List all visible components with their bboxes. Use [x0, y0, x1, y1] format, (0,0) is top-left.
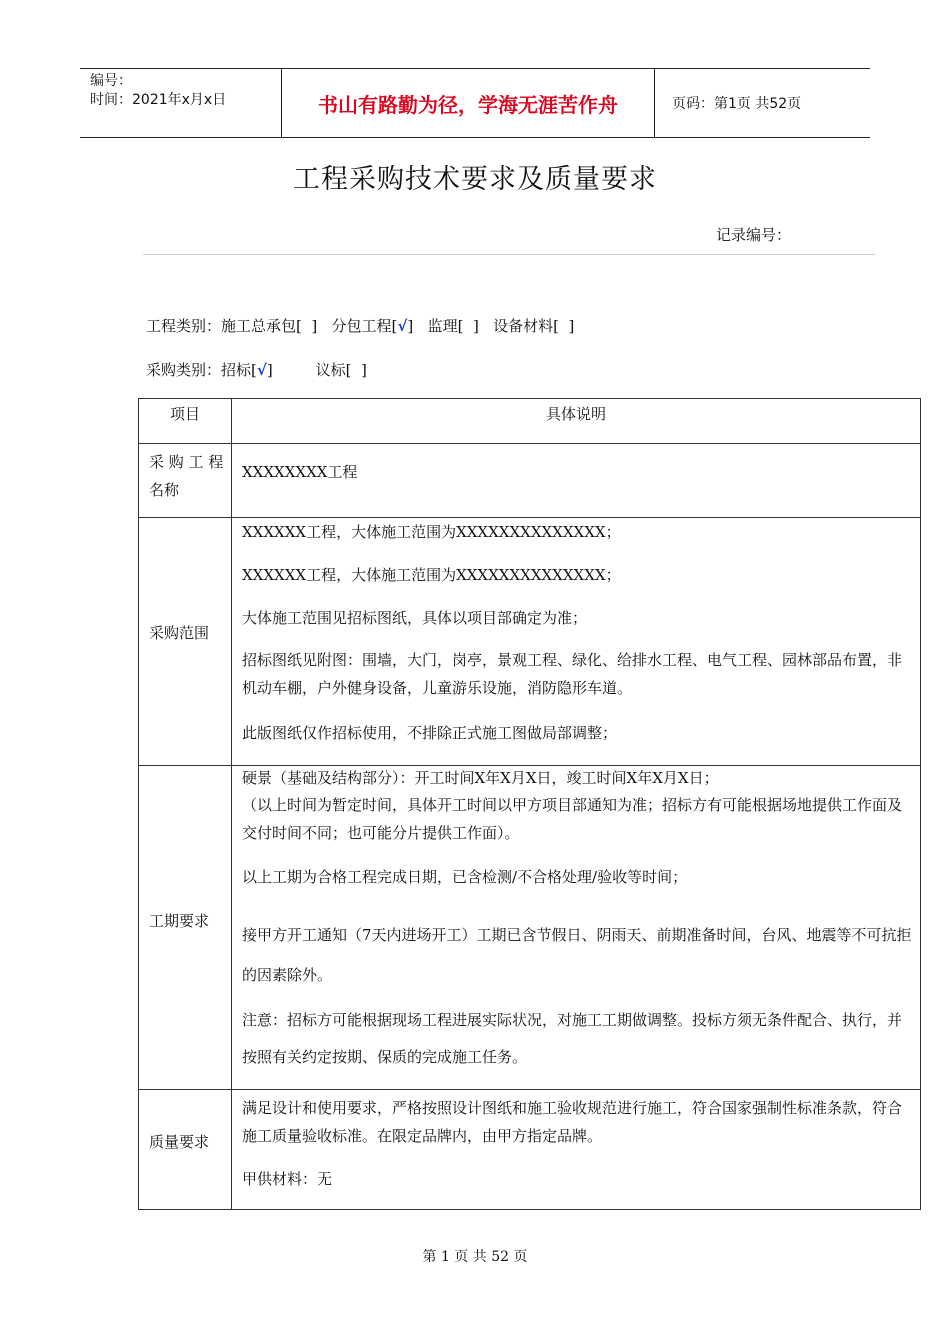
table-row [139, 518, 920, 766]
row-detail-cell [232, 444, 920, 517]
detail-line: 甲供材料：无 [242, 1170, 333, 1188]
purchase-category-prefix: 采购类别：招标[ [146, 361, 257, 379]
detail-line: 大体施工范围见招标图纸，具体以项目部确定为准； [242, 609, 588, 627]
detail-line: 满足设计和使用要求，严格按照设计图纸和施工验收规范进行施工，符合国家强制性标准条款，符合施工质量验收标准。在限定品牌内，由甲方指定品牌。 [242, 1099, 903, 1145]
detail-line: 硬景（基础及结构部分）：开工时间X年X月X日，竣工时间X年X月X日； [242, 769, 719, 787]
row-label-cell [139, 766, 232, 1089]
row-detail-cell [232, 1090, 920, 1209]
purchase-category-line [146, 359, 367, 380]
header-cell-detail [232, 399, 920, 443]
detail-line: （以上时间为暂定时间，具体开工时间以甲方项目部通知为准；招标方有可能根据场地提供工作面及交付时间不同；也可能分片提供工作面）。 [242, 796, 903, 842]
row-label-cell [139, 1090, 232, 1209]
row-label-cell [139, 444, 232, 517]
project-category-suffix: ] 监理[ ] 设备材料[ ] [407, 317, 575, 335]
divider [143, 254, 875, 255]
table-row [139, 766, 920, 1090]
page-title: 工程采购技术要求及质量要求 [293, 164, 657, 195]
number-label: 编号： [90, 73, 132, 89]
row-label: 工期要求 [149, 912, 210, 930]
detail-line: 注意：招标方可能根据现场工程进展实际状况，对施工工期做调整。投标方须无条件配合、执行，并按照有关约定按期、保质的完成施工任务。 [242, 1011, 903, 1066]
project-category-line [146, 315, 574, 336]
table-header-row [139, 399, 920, 444]
detail-line: 此版图纸仅作招标使用，不排除正式施工图做局部调整； [242, 724, 618, 742]
table-row [139, 1090, 920, 1209]
page-footer: 第 1 页 共 52 页 [422, 1249, 528, 1265]
detail-line: 接甲方开工通知（7天内进场开工）工期已含节假日、阴雨天、前期准备时间，台风、地震等不可抗拒的因素除外。 [242, 926, 912, 984]
row-label-cell [139, 518, 232, 765]
detail-line: 以上工期为合格工程完成日期，已含检测/不合格处理/验收等时间； [242, 868, 688, 886]
record-number-label: 记录编号： [716, 226, 792, 244]
detail-line: XXXXXX工程，大体施工范围为XXXXXXXXXXXXXX； [242, 566, 621, 584]
document-header [80, 68, 870, 138]
row-label: 质量要求 [149, 1133, 210, 1151]
header-cell-item [139, 399, 232, 443]
motto: 书山有路勤为径，学海无涯苦作舟 [281, 69, 655, 137]
purchase-category-suffix: ] 议标[ ] [266, 361, 367, 379]
time-label: 时间：2021年x月x日 [90, 92, 227, 108]
row-label: 采购范围 [149, 624, 210, 642]
detail-line: 招标图纸见附图：围墙，大门，岗亭，景观工程、绿化、给排水工程、电气工程、园林部品布置，非机动车棚，户外健身设备，儿童游乐设施，消防隐形车道。 [242, 651, 903, 697]
col-detail-header: 具体说明 [545, 405, 606, 423]
row-detail-cell [232, 766, 920, 1089]
table-row [139, 444, 920, 518]
header-meta [80, 69, 280, 137]
check-mark-icon: √ [256, 361, 267, 379]
project-category-prefix: 工程类别：施工总承包[ ] 分包工程[ [146, 317, 398, 335]
row-detail-cell [232, 518, 920, 765]
col-item-header: 项目 [169, 405, 200, 423]
detail-line: XXXXXXXX工程 [242, 463, 358, 481]
page-info [664, 69, 870, 137]
detail-line: XXXXXX工程，大体施工范围为XXXXXXXXXXXXXX； [242, 523, 621, 541]
page-info-text: 页码：第1页 共52页 [672, 96, 802, 112]
check-mark-icon: √ [397, 317, 408, 335]
row-label: 采 购 工 程 名称 [149, 453, 224, 499]
requirements-table [138, 398, 921, 1210]
